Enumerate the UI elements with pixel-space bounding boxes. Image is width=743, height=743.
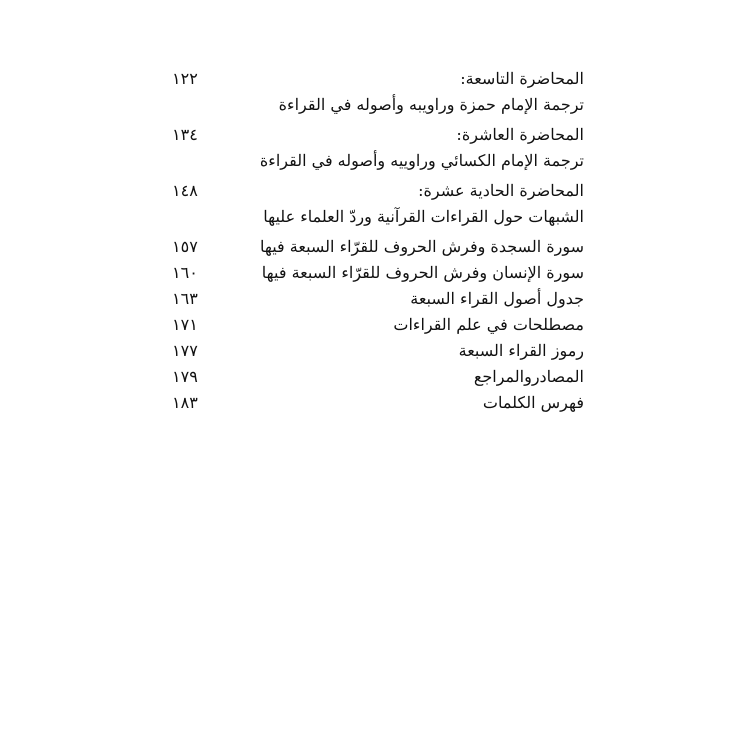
toc-page-number: ١٤٨ xyxy=(172,181,198,200)
toc-entry-usul-table xyxy=(172,286,584,312)
toc-entry-references xyxy=(172,364,584,390)
toc-entry-title: مصطلحات في علم القراءات xyxy=(393,315,584,334)
toc-entry-subtitle: الشبهات حول القراءات القرآنية وردّ العلماء عليها xyxy=(263,207,584,226)
toc-entry-lecture-10 xyxy=(172,122,584,174)
toc-entry-surah-sajdah xyxy=(172,234,584,260)
toc-entry-symbols xyxy=(172,338,584,364)
toc-row xyxy=(172,122,584,148)
toc-entry-title: رموز القراء السبعة xyxy=(458,341,584,360)
toc-row xyxy=(172,66,584,92)
toc-entry-title: جدول أصول القراء السبعة xyxy=(410,289,584,308)
toc-page-number: ١٦٣ xyxy=(172,289,198,308)
toc-entry-surah-insan xyxy=(172,260,584,286)
toc-page-number: ١٧١ xyxy=(172,315,198,334)
toc-page-number: ١٧٧ xyxy=(172,341,198,360)
toc-entry-title: المحاضرة التاسعة: xyxy=(460,69,584,88)
toc-entry-title: سورة الإنسان وفرش الحروف للقرّاء السبعة فيها xyxy=(261,263,584,282)
toc-row-subtitle xyxy=(172,148,584,174)
toc-page-number: ١٣٤ xyxy=(172,125,198,144)
toc-entry-title: سورة السجدة وفرش الحروف للقرّاء السبعة فيها xyxy=(259,237,584,256)
toc-entry-title: المحاضرة العاشرة: xyxy=(456,125,584,144)
toc-page-number: ١٢٢ xyxy=(172,69,198,88)
toc-row-subtitle xyxy=(172,92,584,118)
toc-entry-subtitle: ترجمة الإمام الكسائي وراوييه وأصوله في القراءة xyxy=(259,151,584,170)
toc-entry-terminology xyxy=(172,312,584,338)
toc-entry-lecture-11 xyxy=(172,178,584,230)
toc-entry-title: فهرس الكلمات xyxy=(482,393,584,412)
table-of-contents xyxy=(172,66,584,416)
toc-row-subtitle xyxy=(172,204,584,230)
toc-row xyxy=(172,178,584,204)
toc-entry-title: المحاضرة الحادية عشرة: xyxy=(418,181,584,200)
toc-entry-title: المصادروالمراجع xyxy=(473,367,584,386)
toc-entry-lecture-9 xyxy=(172,66,584,118)
toc-page-number: ١٥٧ xyxy=(172,237,198,256)
toc-page-number: ١٧٩ xyxy=(172,367,198,386)
toc-entry-index xyxy=(172,390,584,416)
toc-page-number: ١٦٠ xyxy=(172,263,198,282)
toc-entry-subtitle: ترجمة الإمام حمزة وراويبه وأصوله في القراءة xyxy=(278,95,584,114)
toc-page-number: ١٨٣ xyxy=(172,393,198,412)
